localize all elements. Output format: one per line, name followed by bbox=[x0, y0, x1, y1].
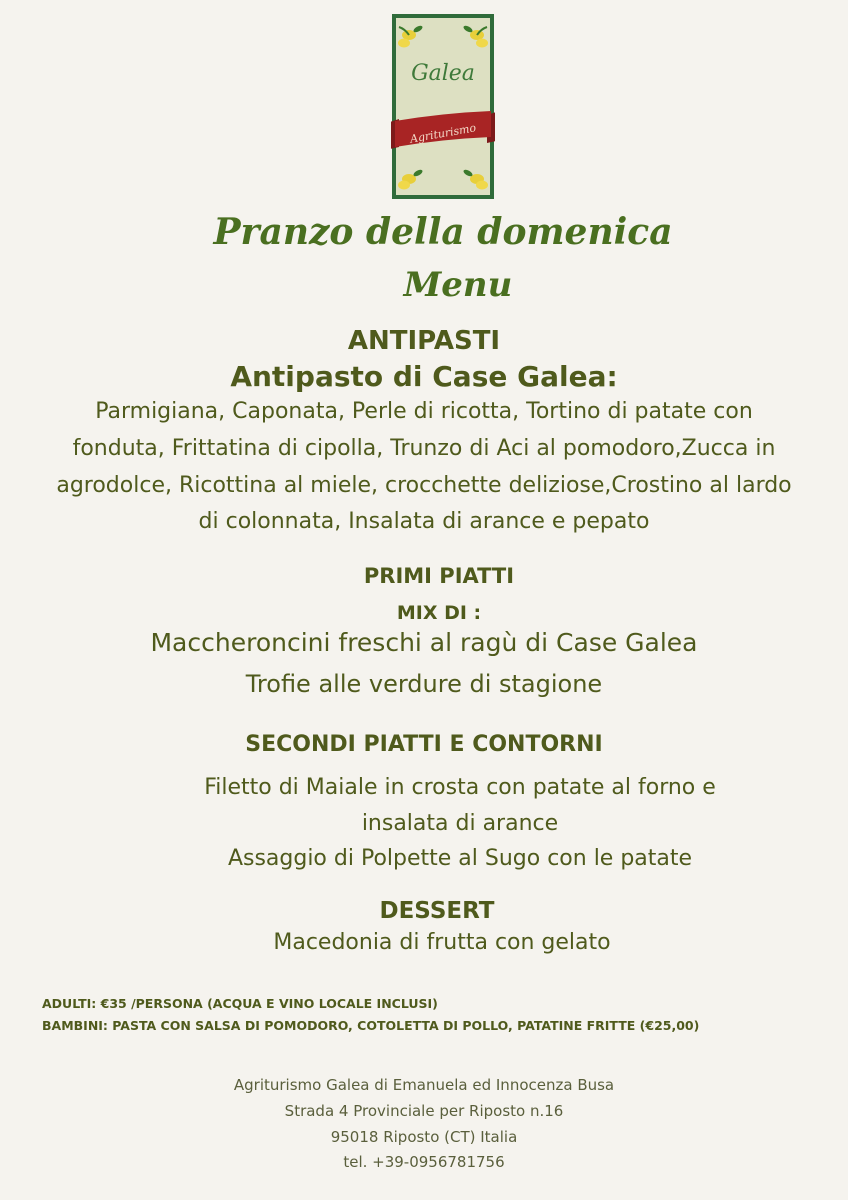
primi-item: Trofie alle verdure di stagione bbox=[245, 670, 603, 698]
antipasti-line: fonduta, Frittatina di cipolla, Trunzo di Aci al pomodoro,Zucca in bbox=[72, 436, 776, 461]
logo-frame bbox=[391, 13, 495, 200]
price-children: BAMBINI: PASTA CON SALSA DI POMODORO, COTOLETTA DI POLLO, PATATINE FRITTE (€25,00) bbox=[42, 1018, 700, 1033]
dessert-item: Macedonia di frutta con gelato bbox=[273, 930, 611, 955]
phone-number: tel. +39-0956781756 bbox=[343, 1153, 505, 1171]
antipasti-line: di colonnata, Insalata di arance e pepato bbox=[198, 509, 650, 534]
logo-ribbon-text: Agriturismo bbox=[409, 121, 477, 146]
menu-subtitle: Menu bbox=[403, 265, 513, 305]
address-line: Strada 4 Provinciale per Riposto n.16 bbox=[284, 1102, 564, 1120]
address-line: 95018 Riposto (CT) Italia bbox=[330, 1128, 518, 1146]
secondi-item: Assaggio di Polpette al Sugo con le patate bbox=[227, 846, 693, 871]
antipasti-line: agrodolce, Ricottina al miele, crocchette deliziose,Crostino al lardo bbox=[56, 473, 792, 498]
antipasti-line: Parmigiana, Caponata, Perle di ricotta, Tortino di patate con bbox=[95, 399, 753, 424]
logo-name: Galea bbox=[411, 61, 475, 86]
secondi-heading: SECONDI PIATTI E CONTORNI bbox=[245, 732, 603, 757]
antipasti-heading: ANTIPASTI bbox=[347, 326, 501, 356]
menu-title: Pranzo della domenica bbox=[213, 211, 673, 253]
logo bbox=[391, 13, 495, 200]
price-adults: ADULTI: €35 /PERSONA (ACQUA E VINO LOCALE INCLUSI) bbox=[42, 996, 438, 1011]
secondi-item: insalata di arance bbox=[361, 811, 559, 836]
antipasti-subheading: Antipasto di Case Galea: bbox=[230, 360, 618, 393]
dessert-heading: DESSERT bbox=[379, 898, 495, 924]
address-line: Agriturismo Galea di Emanuela ed Innocenza Busa bbox=[233, 1076, 615, 1094]
primi-heading: PRIMI PIATTI bbox=[363, 564, 515, 588]
secondi-item: Filetto di Maiale in crosta con patate al forno e bbox=[204, 775, 716, 800]
primi-subheading: MIX DI : bbox=[396, 602, 482, 624]
primi-item: Maccheroncini freschi al ragù di Case Galea bbox=[150, 628, 698, 657]
